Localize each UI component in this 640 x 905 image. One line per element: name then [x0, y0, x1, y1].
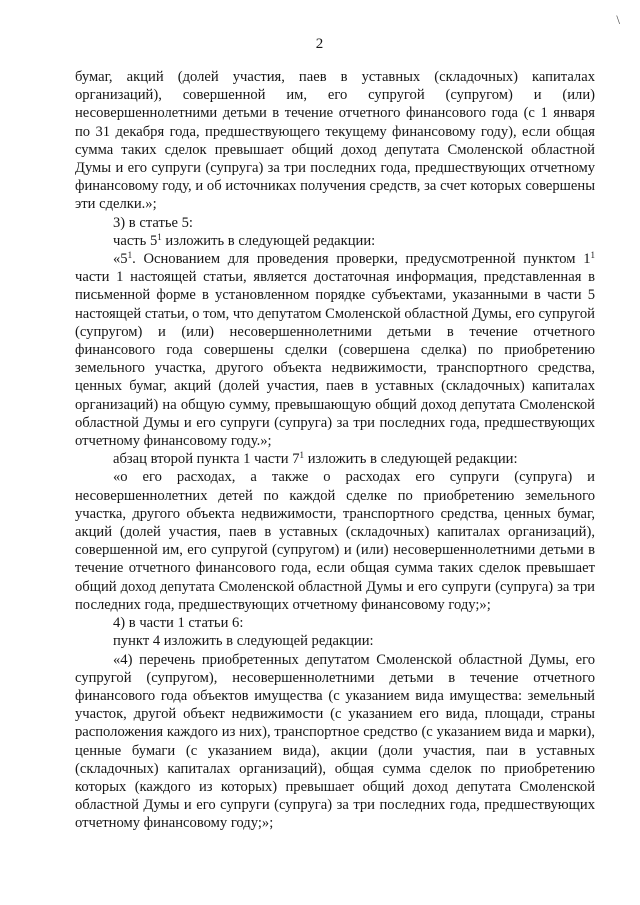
paragraph-8: пункт 4 изложить в следующей редакции: [113, 633, 374, 650]
paragraph-6: «о его расходах, а также о расходах его супруги (супруга) и несовершеннолетних детей по каждой сделке по приобретению земельного участка, другого объекта недвижимости, транспортного средства, ценных бумаг, акций (долей участия, паев в уставных (складочных) капиталах организаций), совершенной им, его супругой (супругом) и (или) несовершеннолетними детьми в течение отчетного финансового года, если общая сумма таких сделок превышает общий доход депутата Смоленской областной Думы и его супруги (супруга) за три последних года, предшествующих отчетному финансовому году;»; [75, 469, 595, 613]
paragraph-1: бумаг, акций (долей участия, паев в уставных (складочных) капиталах организаций), совершенной им, его супругой (супругом) и (или) несовершеннолетними детьми в течение отчетного финансового года (с 1 января по 31 декабря года, предшествующего текущему финансовому году), если общая сумма таких сделок превышает общий доход депутата Смоленской областной Думы и его супруги (супруга) за три последних года, предшествующих отчетному финансовому году, и об источниках получения средств, за счет которых совершены эти сделки.»; [75, 69, 595, 213]
paragraph-4: «$5^1$. Основанием для проведения проверки, предусмотренной пунктом $1^1$ части 1 настоящей статьи, является достаточная информация, представленная в письменной форме в установленном порядке субъектами, указанными в части 5 настоящей статьи, о том, что депутатом Смоленской областной Думы, его супругой (супругом) и (или) несовершеннолетними детьми в течение отчетного финансового года совершены сделки (совершена сделка) по приобретению земельного участка, другого объекта недвижимости, транспортного средства, ценных бумаг, акций (долей участия, паев в уставных (складочных) капиталах организаций) на общую сумму, превышающую общий доход депутата Смоленской областной Думы и его супруги (супруга) за три последних года, предшествующих отчетному финансовому году.»; [75, 250, 595, 450]
paragraph-3: часть $5^1$ изложить в следующей редакции: [113, 231, 376, 249]
document-body [75, 68, 595, 833]
paragraph-2: 3) в статье 5: [113, 214, 193, 231]
corner-mark: \ [616, 12, 620, 27]
paragraph-5: абзац второй пункта 1 части $7^1$ изложить в следующей редакции: [113, 450, 518, 468]
paragraph-9: «4) перечень приобретенных депутатом Смоленской областной Думы, его супругой (супругом), несовершеннолетними детьми в течение отчетного финансового года объектов имущества (с указанием вида имущества: земельный участок, другой объект недвижимости (с указанием его вида, площади, страны расположения каждого из них), транспортное средство (с указанием вида и марки), ценные бумаги (с указанием вида), акции (доли участия, паи в уставных (складочных) капиталах организаций), общая сумма сделок по приобретению которых (каждого из которых) превышает общий доход депутата Смоленской областной Думы и его супруги (супруга) за три последних года, предшествующих отчетному финансовому году;»; [75, 651, 595, 832]
page-number: 2 [315, 36, 325, 52]
paragraph-7: 4) в части 1 статьи 6: [113, 615, 244, 632]
